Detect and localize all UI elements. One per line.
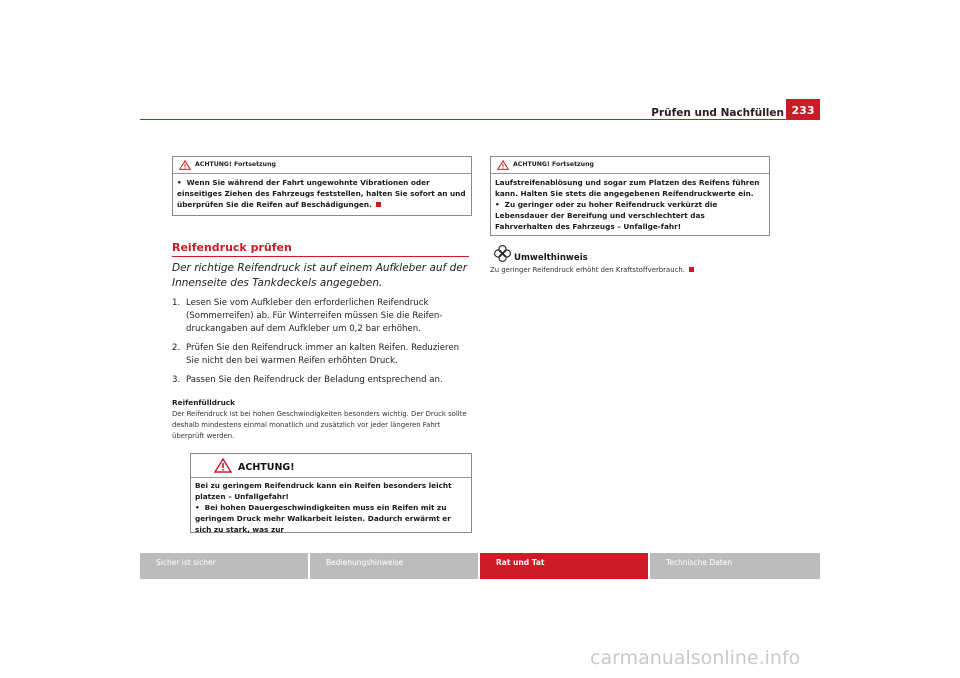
section-title: Reifendruck prüfen	[172, 241, 292, 254]
section-subtitle: Der richtige Reifendruck ist auf einem Aufkleber auf der Innenseite des Tankdeckels angegeben.	[172, 262, 468, 289]
page-title: Prüfen und Nachfüllen	[651, 107, 784, 119]
warning-box-continuation-left	[172, 156, 472, 216]
end-mark	[689, 267, 694, 272]
list-item: 2. Prüfen Sie den Reifendruck immer an kalten Reifen. Reduzieren Sie nicht den bei warmen Reifen erhöhten Druck.	[172, 343, 460, 366]
bullet: •	[195, 503, 200, 512]
warning-text: Bei hohen Dauergeschwindigkeiten muss ein Reifen mit zu geringem Druck mehr Walkarbeit leisten. Dadurch erwärmt er sich zu stark, was zur	[195, 503, 451, 534]
warning-triangle-icon	[179, 160, 191, 170]
end-mark	[376, 202, 381, 207]
environment-note-title: Umwelthinweis	[514, 253, 588, 263]
flower-icon	[494, 245, 511, 262]
warning-text: Zu geringer oder zu hoher Reifendruck verkürzt die Lebensdauer der Bereifung und verschlechtert das Fahrverhalten des Fahrzeugs – Unfallge-fahr!	[495, 200, 718, 231]
bullet: •	[495, 200, 500, 209]
warning-box-header	[191, 454, 471, 478]
subsection-text: Der Reifendruck ist bei hohen Geschwindigkeiten besonders wichtig. Der Druck sollte deshalb mindestens einmal monatlich und zusätzlich vor jeder längeren Fahrt überprüft werden.	[172, 410, 467, 440]
warning-box-label: ACHTUNG! Fortsetzung	[195, 161, 276, 168]
section-divider	[172, 256, 469, 257]
warning-box-left	[190, 453, 472, 533]
environment-note-text: Zu geringer Reifendruck erhöht den Kraftstoffverbrauch.	[490, 266, 790, 274]
warning-box-label: ACHTUNG!	[238, 462, 295, 473]
tab-technische-daten[interactable]: Technische Daten	[650, 553, 820, 579]
warning-triangle-icon	[214, 458, 232, 473]
warning-box-continuation-right	[490, 156, 770, 236]
warning-text: Wenn Sie während der Fahrt ungewohnte Vibrationen oder einseitiges Ziehen des Fahrzeugs feststellen, halten Sie sofort an und überprüfen Sie die Reifen auf Beschädigungen.	[177, 178, 466, 209]
page-number: 233	[786, 99, 820, 119]
tab-rat-und-tat[interactable]: Rat und Tat	[480, 553, 648, 579]
bullet: •	[177, 178, 182, 187]
warning-triangle-icon	[497, 160, 509, 170]
warning-text: Laufstreifenablösung und sogar zum Platzen des Reifens führen kann. Halten Sie stets die angegebenen Reifendruckwerte ein.	[495, 178, 760, 198]
tab-sicher-ist-sicher[interactable]: Sicher ist sicher	[140, 553, 308, 579]
subsection-heading: Reifenfülldruck	[172, 398, 235, 407]
warning-box-label: ACHTUNG! Fortsetzung	[513, 161, 594, 168]
watermark: carmanualsonline.info	[590, 647, 801, 669]
instruction-steps	[172, 297, 472, 393]
warning-text: Bei zu geringem Reifendruck kann ein Reifen besonders leicht platzen – Unfallgefahr!	[195, 481, 452, 501]
tab-bedienungshinweise[interactable]: Bedienungshinweise	[310, 553, 478, 579]
warning-box-header	[491, 157, 769, 174]
list-item: 1. Lesen Sie vom Aufkleber den erforderlichen Reifendruck (Sommerreifen) ab. Für Winterreifen müssen Sie die Reifen-druckangaben auf dem Aufkleber um 0,2 bar erhöhen.	[172, 298, 443, 334]
list-item: 3. Passen Sie den Reifendruck der Beladung entsprechend an.	[172, 375, 443, 385]
warning-box-header	[173, 157, 471, 174]
header-divider	[140, 119, 820, 120]
